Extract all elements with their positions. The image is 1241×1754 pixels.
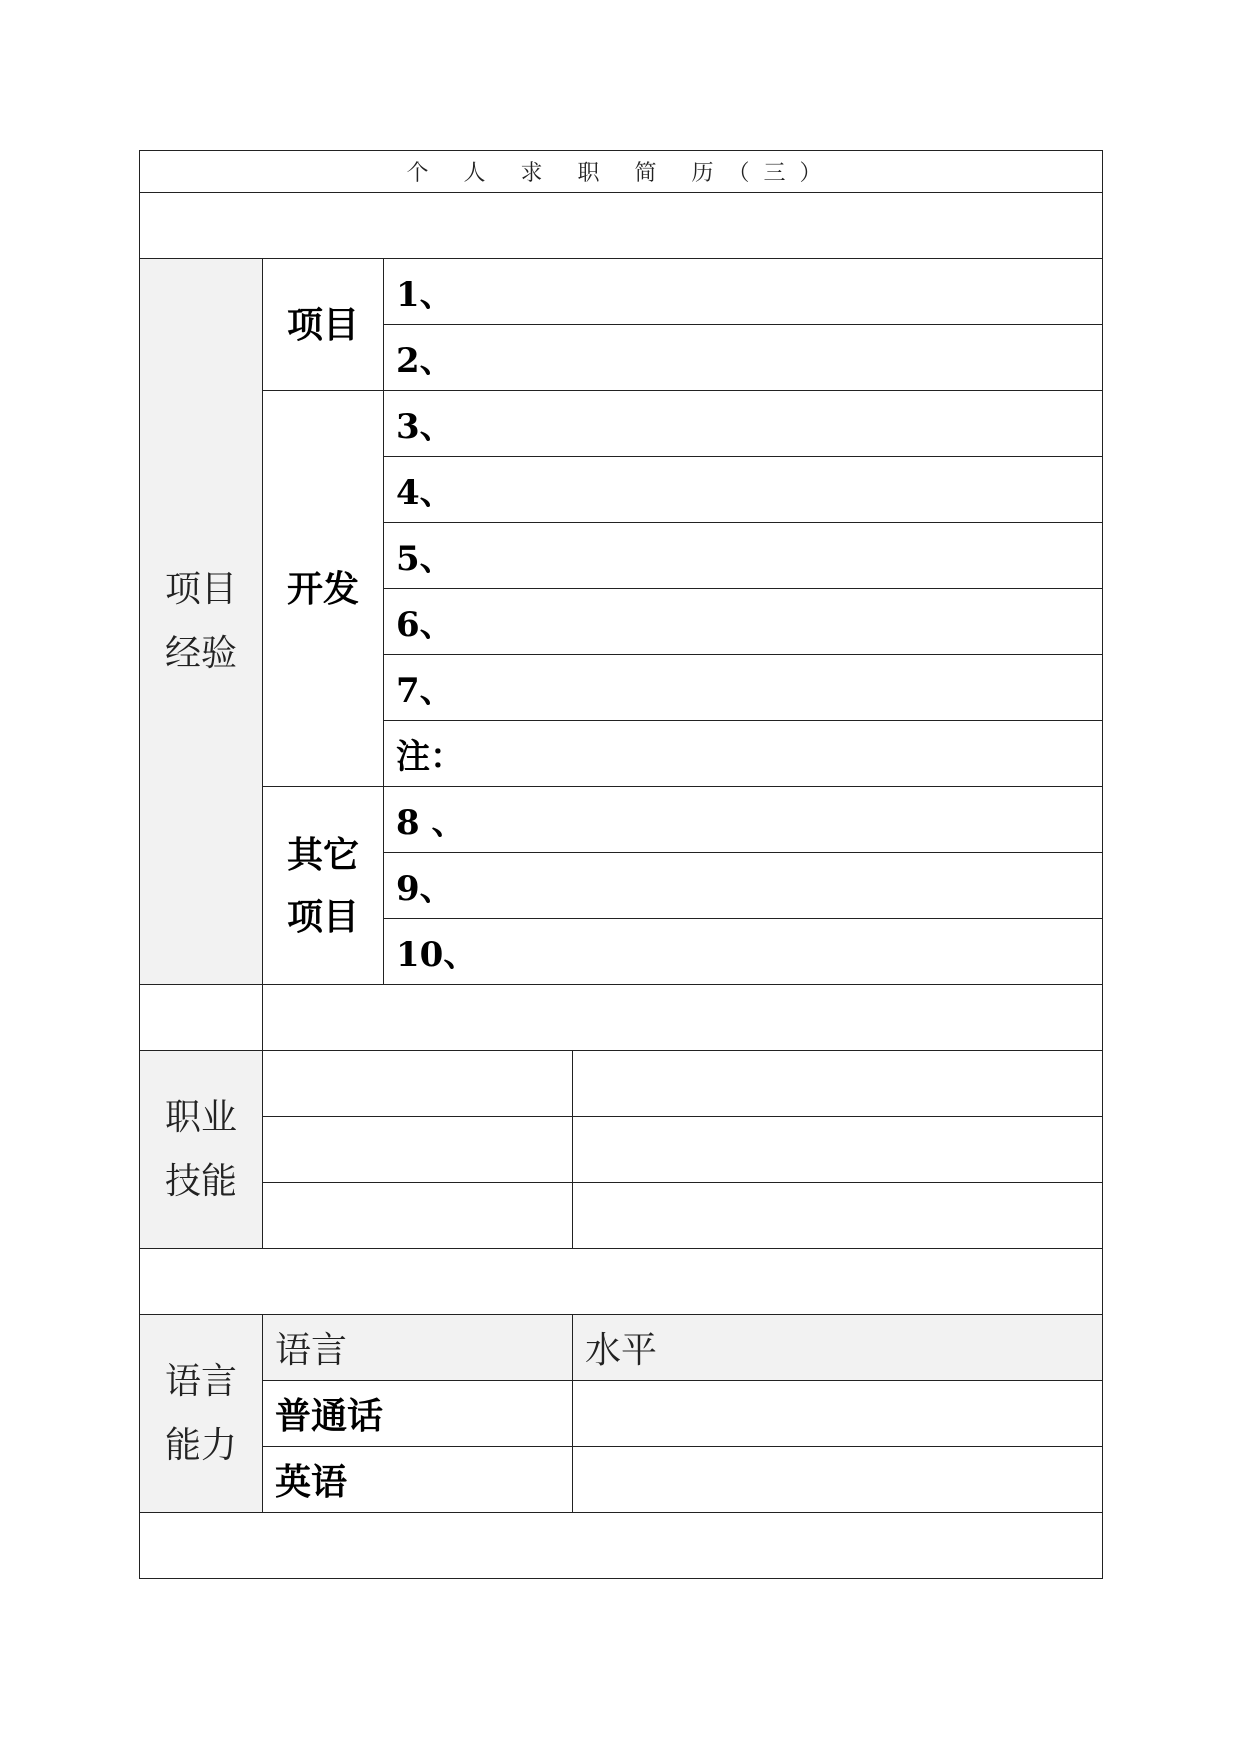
skill-value-cell[interactable]	[573, 1183, 1103, 1249]
blank-cell[interactable]	[140, 1249, 1103, 1315]
skill-value-cell[interactable]	[573, 1117, 1103, 1183]
project-item[interactable]: 6、	[384, 589, 1103, 655]
language-row	[140, 1381, 1103, 1447]
language-level-cell[interactable]	[573, 1447, 1103, 1513]
skill-value-cell[interactable]	[573, 1051, 1103, 1117]
blank-row	[140, 1249, 1103, 1315]
skill-row	[140, 1051, 1103, 1117]
project-row	[140, 391, 1103, 457]
project-experience-label: 项目 经验	[140, 259, 263, 985]
project-note[interactable]: 注：	[384, 721, 1103, 787]
project-item[interactable]: 4、	[384, 457, 1103, 523]
project-item[interactable]: 2、	[384, 325, 1103, 391]
resume-table	[139, 150, 1103, 1579]
blank-cell[interactable]	[140, 193, 1103, 259]
language-column-header: 语言	[263, 1315, 573, 1381]
language-level-cell[interactable]	[573, 1381, 1103, 1447]
group-label-development: 开发	[263, 391, 384, 787]
language-label: 语言 能力	[140, 1315, 263, 1513]
language-row	[140, 1447, 1103, 1513]
blank-row	[140, 1513, 1103, 1579]
project-item[interactable]: 8 、	[384, 787, 1103, 853]
project-item[interactable]: 1、	[384, 259, 1103, 325]
project-item[interactable]: 9、	[384, 853, 1103, 919]
language-name: 英语	[263, 1447, 573, 1513]
project-item[interactable]: 3、	[384, 391, 1103, 457]
project-row	[140, 787, 1103, 853]
skill-name-cell[interactable]	[263, 1117, 573, 1183]
skill-name-cell[interactable]	[263, 1051, 573, 1117]
level-column-header: 水平	[573, 1315, 1103, 1381]
group-label-project: 项目	[263, 259, 384, 391]
page-title: 个 人 求 职 简 历（三）	[140, 151, 1103, 193]
skill-name-cell[interactable]	[263, 1183, 573, 1249]
project-item[interactable]: 7、	[384, 655, 1103, 721]
title-row	[140, 151, 1103, 193]
skill-row	[140, 1183, 1103, 1249]
blank-cell[interactable]	[263, 985, 1103, 1051]
skill-row	[140, 1117, 1103, 1183]
separator-row	[140, 985, 1103, 1051]
project-row	[140, 259, 1103, 325]
blank-cell[interactable]	[140, 985, 263, 1051]
project-item[interactable]: 5、	[384, 523, 1103, 589]
project-item[interactable]: 10、	[384, 919, 1103, 985]
language-name: 普通话	[263, 1381, 573, 1447]
skills-label: 职业 技能	[140, 1051, 263, 1249]
group-label-other-projects: 其它 项目	[263, 787, 384, 985]
blank-cell[interactable]	[140, 1513, 1103, 1579]
language-header-row	[140, 1315, 1103, 1381]
blank-row	[140, 193, 1103, 259]
